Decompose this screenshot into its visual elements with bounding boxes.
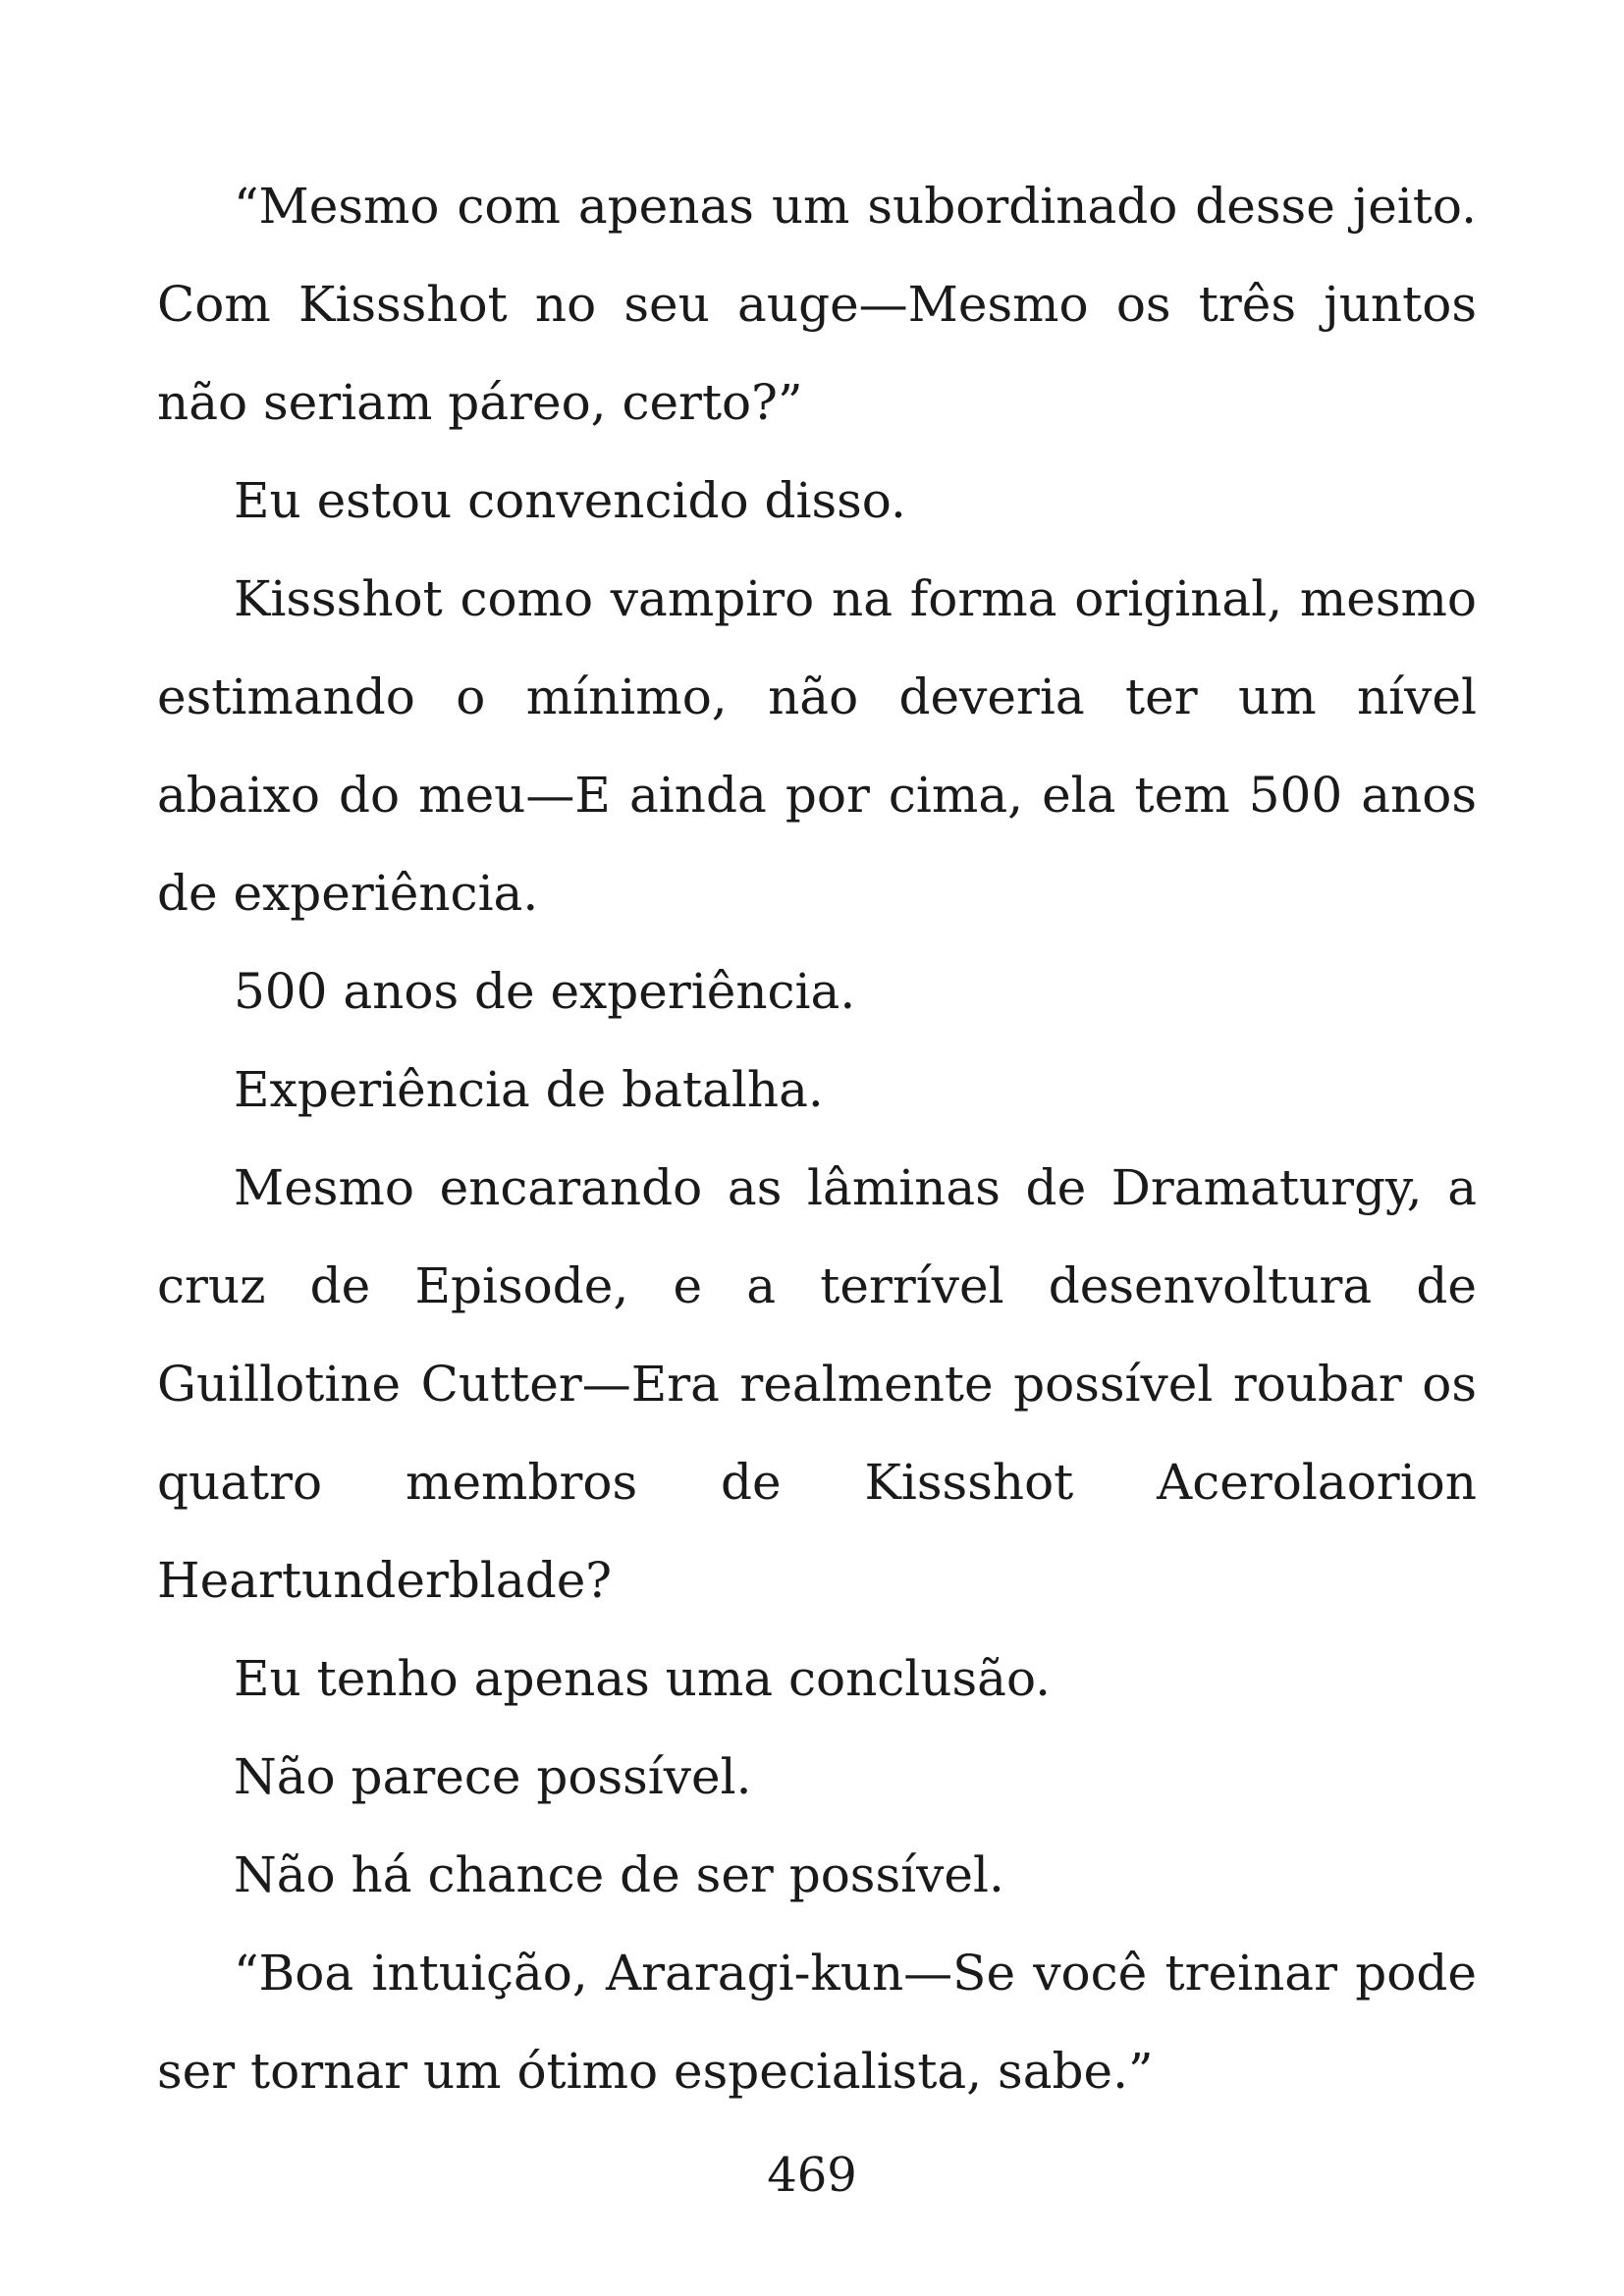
paragraph: Eu tenho apenas uma conclusão. [234, 1650, 1052, 1707]
paragraph: Kissshot como vampiro na forma original, mesmo estimando o mínimo, não deveria ter um nível abaixo do meu—E ainda por cima, ela tem 500 anos de experiência. [157, 570, 1477, 922]
paragraph: Não há chance de ser possível. [234, 1846, 1004, 1903]
page-number: 469 [767, 2148, 857, 2203]
paragraph: 500 anos de experiência. [234, 963, 856, 1020]
paragraph: Experiência de batalha. [234, 1061, 824, 1118]
paragraph: “Mesmo com apenas um subordinado desse jeito. Com Kissshot no seu auge—Mesmo os três juntos não seriam páreo, certo?” [157, 178, 1477, 431]
paragraph: “Boa intuição, Araragi-kun—Se você treinar pode ser tornar um ótimo especialista, sabe.” [157, 1945, 1477, 2100]
paragraph: Não parece possível. [234, 1748, 752, 1805]
paragraph: Eu estou convencido disso. [234, 472, 906, 529]
paragraph: Mesmo encarando as lâminas de Dramaturgy, a cruz de Episode, e a terrível desenvoltura de Guillotine Cutter—Era realmente possível roubar os quatro membros de Kissshot Acerolaorion Heartunderblade? [157, 1159, 1477, 1609]
page-body [157, 157, 1477, 2120]
